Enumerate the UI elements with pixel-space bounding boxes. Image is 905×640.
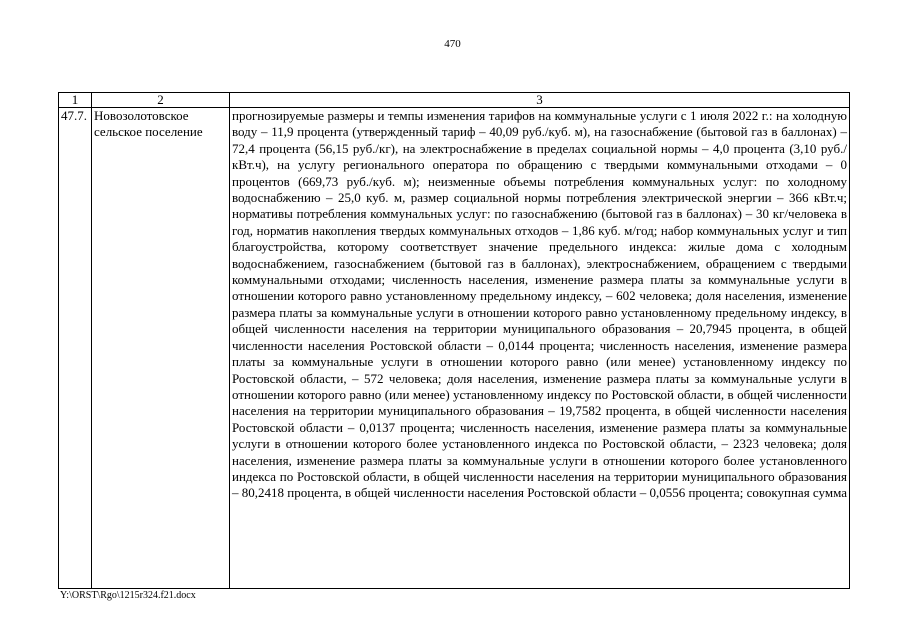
file-path-footer: Y:\ORST\Rgo\1215r324.f21.docx: [60, 590, 196, 601]
column-header-2: 2: [92, 93, 230, 108]
column-header-1: 1: [59, 93, 92, 108]
page-number: 470: [444, 38, 461, 50]
table-body: [59, 108, 850, 589]
tariff-description-cell: прогнозируемые размеры и темпы изменения тарифов на коммунальные услуги с 1 июля 2022 г.: на холодную воду – 11,9 процента (утвержденный тариф – 40,09 руб./куб. м), на газоснабжение (бытовой газ в баллонах) – 72,4 процента (56,15 руб./кг), на электроснабжение в пределах социальной нормы – 4,0 процента (3,10 руб./кВт.ч), на услугу регионального оператора по обращению с твердыми коммунальными отходами – 0 процентов (669,73 руб./куб. м); неизменные объемы потребления коммунальных услуг: по холодному водоснабжению – 25,0 куб. м, размер социальной нормы потребления электрической энергии – 366 кВт.ч; нормативы потребления коммунальных услуг: по газоснабжению (бытовой газ в баллонах) – 30 кг/человека в год, норматив накопления твердых коммунальных отходов – 1,86 куб. м/год; набор коммунальных услуг и тип благоустройства, которому соответствует значение предельного индекса: жилые дома с холодным водоснабжением, газоснабжением (бытовой газ в баллонах), электроснабжением, обращением с твердыми коммунальными отходами; численность населения, изменение размера платы за коммунальные услуги в отношении которого равно установленному предельному индексу, – 602 человека; доля населения, изменение размера платы за коммунальные услуги в отношении которого равно установленному предельному индексу, в общей численности населения на территории муниципального образования – 20,7945 процента, в общей численности населения Ростовской области – 0,0144 процента; численность населения, изменение размера платы за коммунальные услуги в отношении которого равно (или менее) установленному индексу по Ростовской области, – 572 человека; доля населения, изменение размера платы за коммунальные услуги в отношении которого равно (или менее) установленному индексу по Ростовской области, в общей численности населения на территории муниципального образования – 19,7582 процента, в общей численности населения Ростовской области – 0,0137 процента; численность населения, изменение размера платы за коммунальные услуги в отношении которого более установленного индекса по Ростовской области, – 2323 человека; доля населения, изменение размера платы за коммунальные услуги в отношении которого более установленного индекса по Ростовской области, в общей численности населения на территории муниципального образования – 80,2418 процента, в общей численности населения Ростовской области – 0,0556 процента; совокупная сумма: [230, 108, 850, 589]
row-number-cell: 47.7.: [59, 108, 92, 589]
settlement-name-cell: Новозолотовское сельское поселение: [92, 108, 230, 589]
column-header-3: 3: [230, 93, 850, 108]
table-row: [59, 108, 850, 589]
tariff-table: [58, 92, 850, 589]
table-header: [59, 93, 850, 108]
table-header-row: [59, 93, 850, 108]
